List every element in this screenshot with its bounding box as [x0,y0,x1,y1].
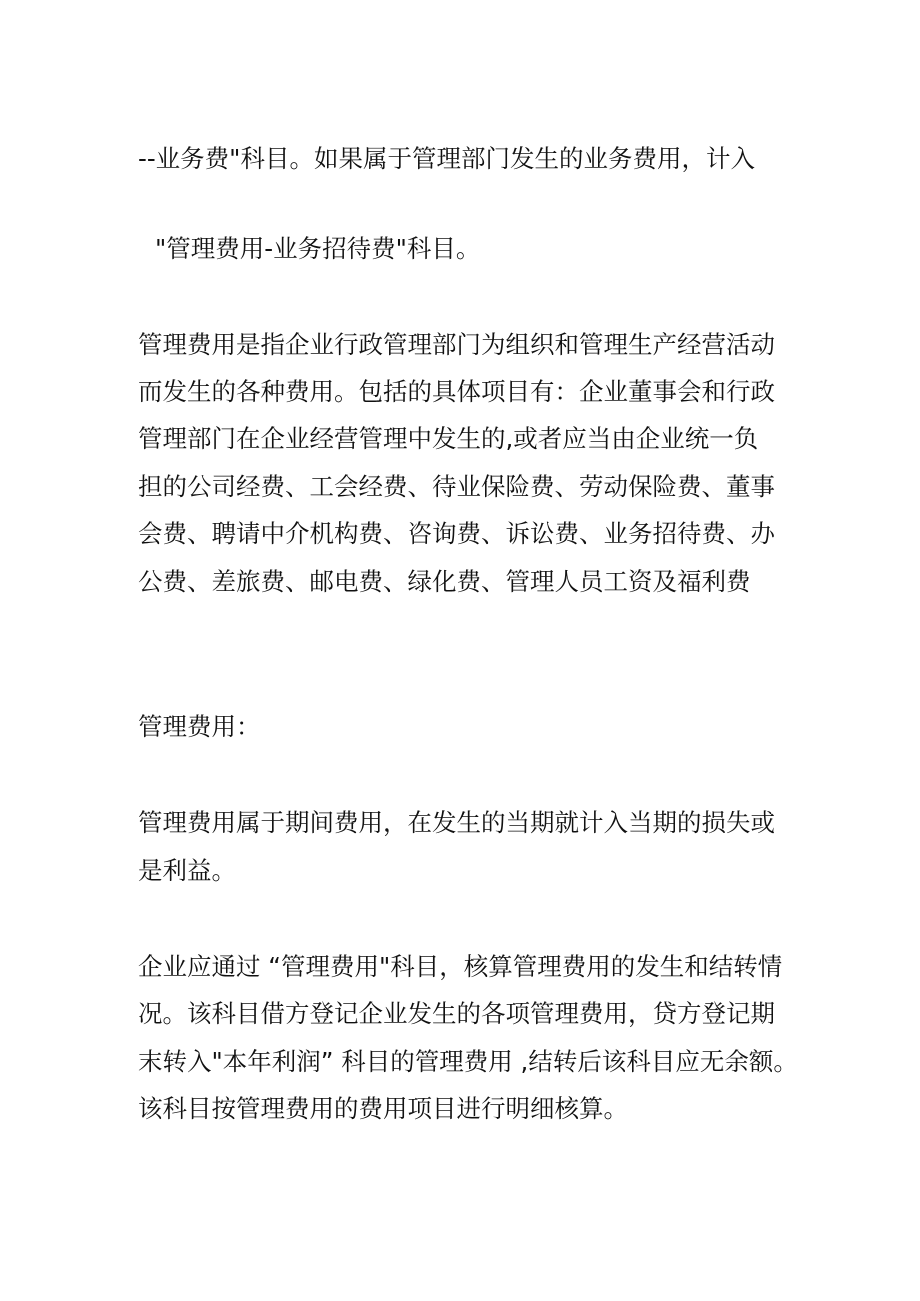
paragraph-2-line-6: 公费、差旅费、邮电费、绿化费、管理人员工资及福利费 [138,567,751,596]
paragraph-2-line-4: 担的公司经费、工会经费、待业保险费、劳动保险费、董事 [138,472,775,501]
paragraph-4-line-1: 企业应通过 “管理费用"科目，核算管理费用的发生和结转情 [138,952,783,981]
paragraph-2-line-1: 管理费用是指企业行政管理部门为组织和管理生产经营活动 [138,330,775,359]
paragraph-3-line-1: 管理费用属于期间费用，在发生的当期就计入当期的损失或 [138,808,775,837]
paragraph-1-line-2: "管理费用-业务招待费"科目。 [155,234,481,263]
paragraph-2-line-5: 会费、聘请中介机构费、咨询费、诉讼费、业务招待费、办 [138,519,775,548]
paragraph-4-line-2: 况。该科目借方登记企业发生的各项管理费用，贷方登记期 [138,999,775,1028]
paragraph-4-line-4: 该科目按管理费用的费用项目进行明细核算。 [138,1094,628,1123]
paragraph-4-line-3: 末转入"本年利润” 科目的管理费用 ,结转后该科目应无余额。 [138,1047,798,1076]
section-heading: 管理费用： [138,712,261,741]
paragraph-1-line-1: --业务费"科目。如果属于管理部门发生的业务费用，计入 [138,144,755,173]
paragraph-2-line-2: 而发生的各种费用。包括的具体项目有：企业董事会和行政 [138,377,775,406]
paragraph-3-line-2: 是利益。 [138,856,236,885]
paragraph-2-line-3: 管理部门在企业经营管理中发生的,或者应当由企业统一负 [138,424,759,453]
